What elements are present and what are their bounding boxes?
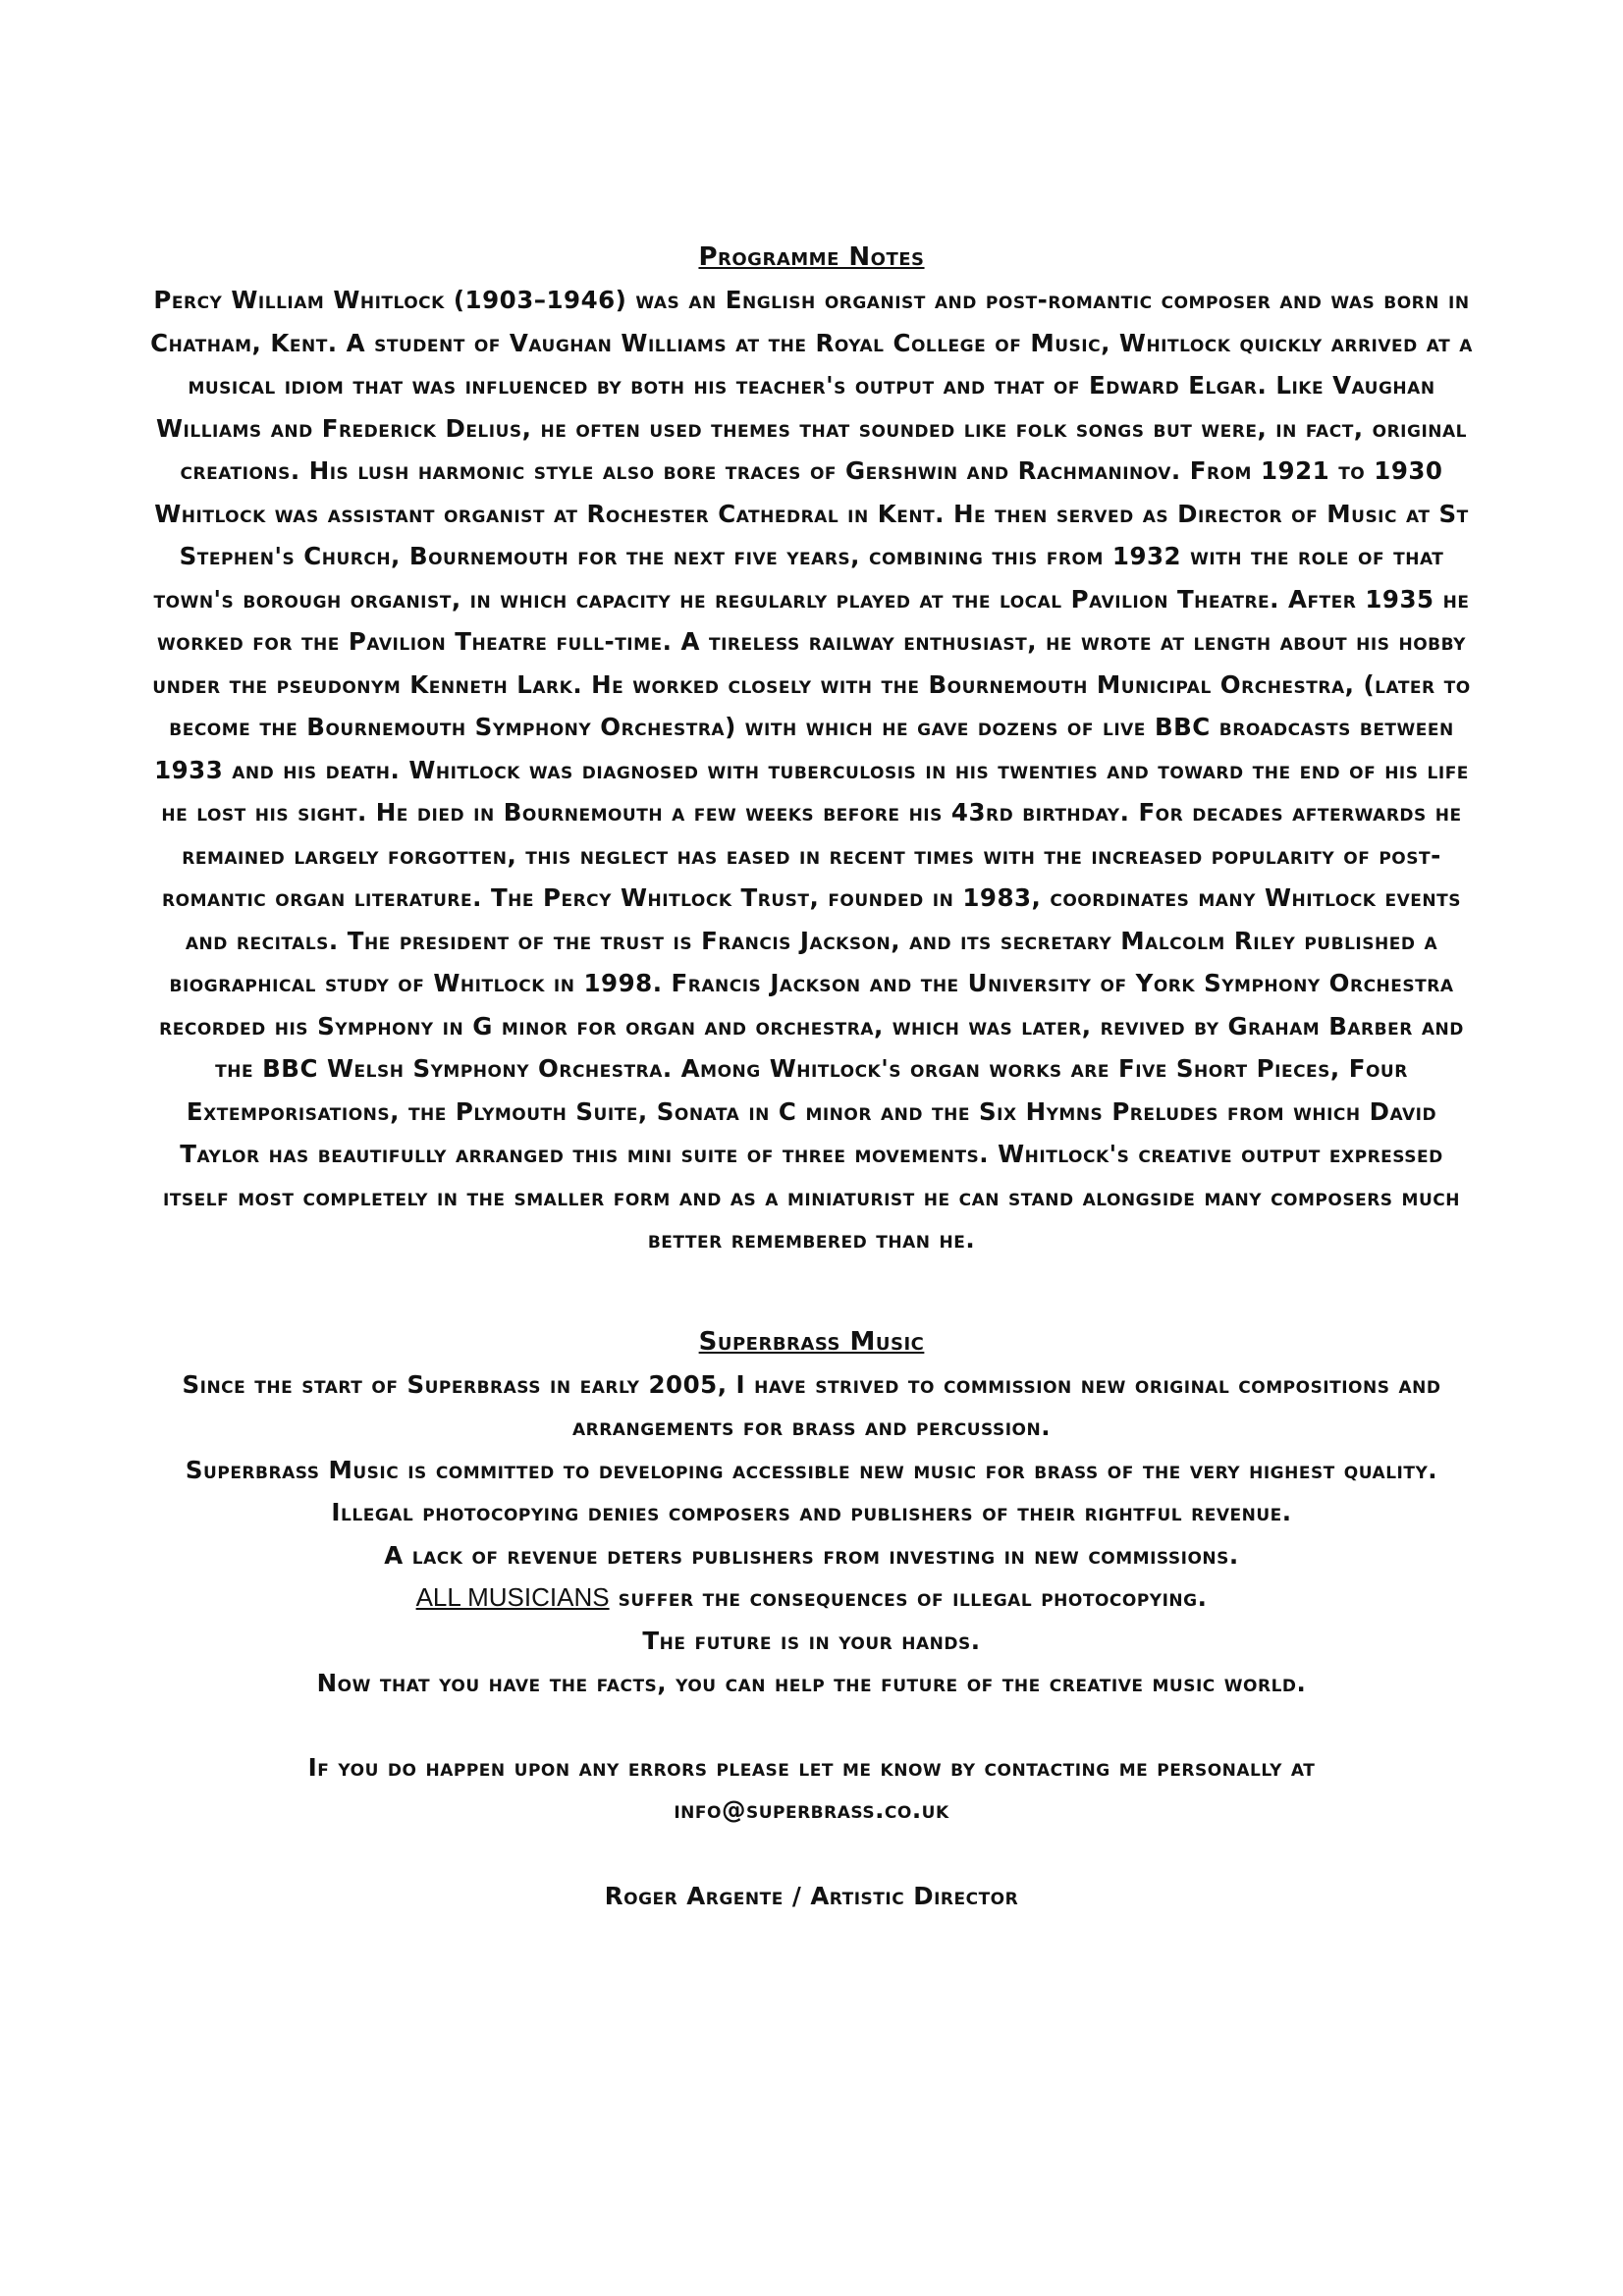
photocopying-denies-line: Illegal photocopying denies composers and publishers of their rightful revenue. — [331, 1498, 1292, 1526]
contact-text: If you do happen upon any errors please let me know by contacting me personally at — [307, 1752, 1316, 1782]
contact-email: info@superbrass.co.uk — [674, 1795, 949, 1824]
programme-notes-body: Percy William Whitlock (1903–1946) was an English organist and post-romantic composer and was born in Chatham, Kent. A student of Vaughan Williams at the Royal College of Music, Whitlock quickly arrived at a musical idiom that was influenced by both his teacher's output and that of Edward Elgar. Like Vaughan Williams and Frederick Delius, he often used themes that sounded like folk songs but were, in fact, original creations. His lush harmonic style also bore traces of Gershwin and Rachmaninov. From 1921 to 1930 Whitlock was assistant organist at Rochester Cathedral in Kent. He then served as Director of Music at St Stephen's Church, Bournemouth for the next five years, combining this from 1932 with the role of that town's borough organist, in which capacity he regularly played at the local Pavilion Theatre. After 1935 he worked for the Pavilion Theatre full-time. A tireless railway enthusiast, he wrote at length about his hobby under the pseudonym Kenneth Lark. He worked closely with the Bournemouth Municipal Orchestra, (later to become the Bournemouth Symphony Orchestra) with which he gave dozens of live BBC broadcasts between 1933 and his death. Whitlock was diagnosed with tuberculosis in his twenties and toward the end of his life he lost his sight. He died in Bournemouth a few weeks before his 43rd birthday. For decades afterwards he remained largely forgotten, this neglect has eased in recent times with the increased popularity of post-romantic organ literature. The Percy Whitlock Trust, founded in 1983, coordinates many Whitlock events and recitals. The president of the trust is Francis Jackson, and its secretary Malcolm Riley published a biographical study of Whitlock in 1998. Francis Jackson and the University of York Symphony Orchestra recorded his Symphony in G minor for organ and orchestra, which was later, revived by Graham Barber and the BBC Welsh Symphony Orchestra. Among Whitlock's organ works are Five Short Pieces, Four Extemporisations, the Plymouth Suite, Sonata in C minor and the Six Hymns Preludes from which David Taylor has beautifully arranged this mini suite of three movements. Whitlock's creative output expressed itself most completely in the smaller form and as a miniaturist he can stand alongside many composers much better remembered than he. — [150, 286, 1473, 1254]
document-page — [147, 236, 1476, 1917]
section-spacer — [147, 1705, 1476, 1746]
all-musicians-line — [147, 1576, 1476, 1620]
section-spacer — [147, 1832, 1476, 1875]
section-spacer — [147, 1261, 1476, 1320]
all-musicians-emphasis: ALL MUSICIANS — [415, 1582, 610, 1612]
now-that-you-have-facts-line: Now that you have the facts, you can help the future of the creative music world. — [316, 1669, 1307, 1697]
superbrass-intro-paragraph: Since the start of Superbrass in early 2005, I have strived to commission new original compositions and arrangements for brass and percussion. — [182, 1369, 1441, 1441]
revenue-deters-line: A lack of revenue deters publishers from investing in new commissions. — [384, 1540, 1239, 1570]
superbrass-commitment-paragraph: Superbrass Music is committed to developing accessible new music for brass of the very highest quality. — [185, 1455, 1438, 1484]
superbrass-music-heading: Superbrass Music — [698, 1326, 925, 1357]
signature: Roger Argente / Artistic Director — [604, 1881, 1019, 1910]
all-musicians-rest: suffer the consequences of illegal photocopying. — [609, 1583, 1208, 1612]
programme-notes-heading: Programme Notes — [698, 242, 925, 272]
future-in-hands-line: The future is in your hands. — [642, 1626, 981, 1655]
